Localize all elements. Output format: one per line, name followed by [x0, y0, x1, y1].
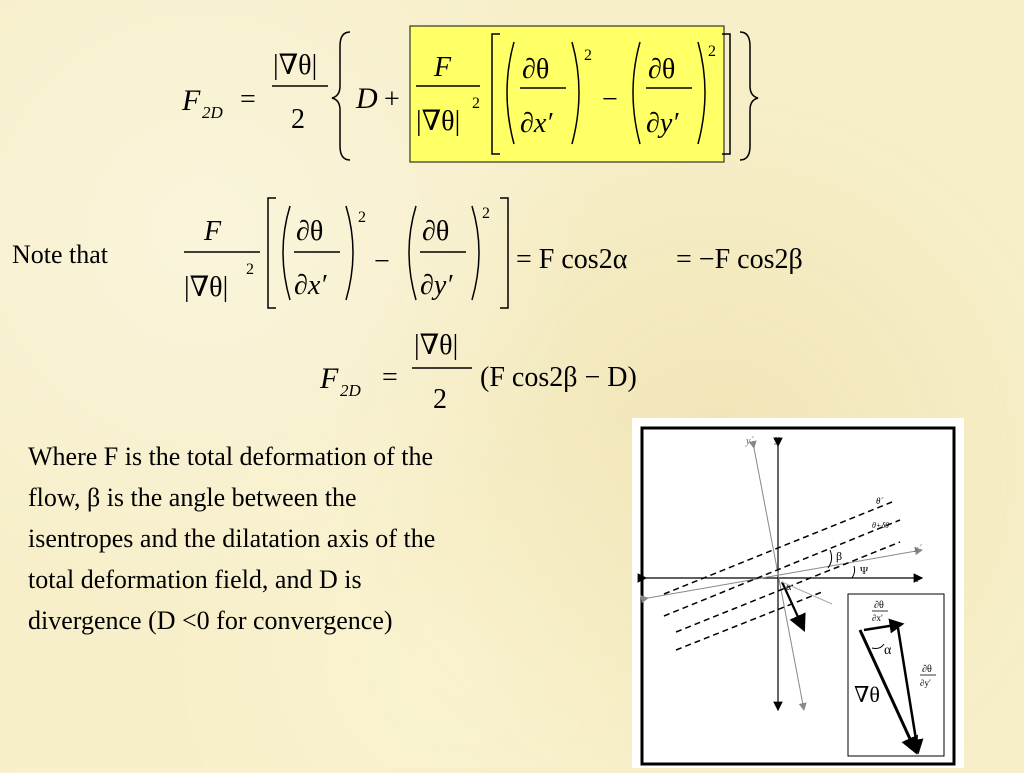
eq1-partial-y-exponent: 2	[708, 43, 716, 60]
explanation-paragraph	[28, 436, 588, 641]
eq1-right-brace	[740, 32, 758, 160]
paragraph-line: flow, β is the angle between the	[28, 483, 357, 512]
psi-label: Ψ	[860, 565, 869, 577]
eq1-inner-denominator: |∇θ|	[416, 106, 461, 137]
eq2-inner-numerator: F	[204, 216, 222, 247]
eq3-fraction-denominator: 2	[433, 384, 447, 415]
eq3-rhs: (F cos2β − D)	[480, 362, 637, 393]
eq1-partial-y-denominator: ∂y′	[646, 108, 679, 139]
eq2-inner-exponent: 2	[246, 261, 254, 278]
eq2-paren-open-y	[409, 206, 416, 300]
paragraph-line: isentropes and the dilatation axis of the	[28, 524, 436, 553]
x-axis-label: x	[914, 574, 919, 585]
isentrope-theta-label: θ´	[876, 496, 884, 506]
eq1-partial-x-exponent: 2	[584, 47, 592, 64]
inset-dtheta-dy-denominator: ∂y′	[920, 678, 931, 688]
eq2-partial-y-exponent: 2	[482, 205, 490, 222]
isentrope-theta-dtheta-label: θ+δθ	[872, 521, 889, 530]
eq1-equals: =	[240, 84, 256, 115]
frontogenesis-diagram	[632, 418, 964, 768]
eq2-minus: −	[374, 246, 390, 277]
eq2-partial-x-numerator: ∂θ	[296, 216, 324, 247]
eq2-rhs-f-cos2alpha: = F cos2α	[516, 244, 628, 275]
eq2-partial-x-denominator: ∂x′	[294, 270, 327, 301]
eq1-partial-x-numerator: ∂θ	[522, 54, 550, 85]
eq1-lhs-subscript: 2D	[202, 103, 223, 122]
eq1-term-d: D	[356, 82, 378, 115]
eq2-partial-y-denominator: ∂y′	[420, 270, 453, 301]
eq3-fraction-numerator: |∇θ|	[414, 330, 459, 361]
inset-dtheta-dx-numerator: ∂θ	[874, 600, 884, 611]
eq1-partial-x-denominator: ∂x′	[520, 108, 553, 139]
eq1-partial-y-numerator: ∂θ	[648, 54, 676, 85]
x-prime-axis-label: x´	[914, 544, 922, 555]
paragraph-line: divergence (D <0 for convergence)	[28, 606, 393, 635]
equation-highlight-box	[410, 26, 724, 162]
inset-grad-label: ∇θ	[854, 682, 880, 707]
y-prime-axis-label: y´	[746, 436, 754, 447]
eq2-partial-y-numerator: ∂θ	[422, 216, 450, 247]
inset-dtheta-dy-numerator: ∂θ	[922, 664, 932, 675]
inset-dtheta-dx-denominator: ∂x′	[872, 613, 883, 623]
eq3-lhs-subscript: 2D	[340, 381, 361, 400]
eq2-partial-x-exponent: 2	[358, 209, 366, 226]
beta-label: β	[836, 549, 843, 563]
eq2-left-bracket	[268, 198, 276, 308]
eq1-fraction-numerator: |∇θ|	[273, 50, 318, 81]
eq2-paren-open-x	[283, 206, 290, 300]
y-axis-label: y	[775, 434, 780, 445]
paragraph-line: Where F is the total deformation of the	[28, 442, 434, 471]
eq1-lhs-symbol: F	[182, 84, 201, 117]
eq1-plus: +	[384, 84, 400, 115]
eq2-inner-denominator: |∇θ|	[184, 272, 229, 303]
eq1-left-brace	[332, 32, 350, 160]
inset-alpha-label: α	[884, 643, 892, 658]
eq2-right-bracket	[500, 198, 508, 308]
diagram-canvas	[632, 418, 964, 768]
eq1-fraction-denominator: 2	[291, 104, 305, 135]
eq2-paren-close-x	[346, 206, 353, 300]
note-that-label: Note that	[12, 240, 109, 269]
eq3-equals: =	[382, 362, 398, 393]
paragraph-line: total deformation field, and D is	[28, 565, 362, 594]
eq1-minus: −	[602, 84, 618, 115]
eq1-inner-exponent: 2	[472, 95, 480, 112]
origin-alpha-label: α	[786, 582, 792, 593]
eq3-lhs-symbol: F	[320, 362, 339, 395]
equation-f2d-definition	[170, 24, 770, 170]
equation-note-identity	[176, 192, 866, 316]
equation-f2d-result	[316, 322, 706, 422]
eq2-paren-close-y	[472, 206, 479, 300]
eq2-rhs-minus-f-cos2beta: = −F cos2β	[676, 244, 803, 275]
eq1-inner-numerator: F	[434, 52, 452, 83]
